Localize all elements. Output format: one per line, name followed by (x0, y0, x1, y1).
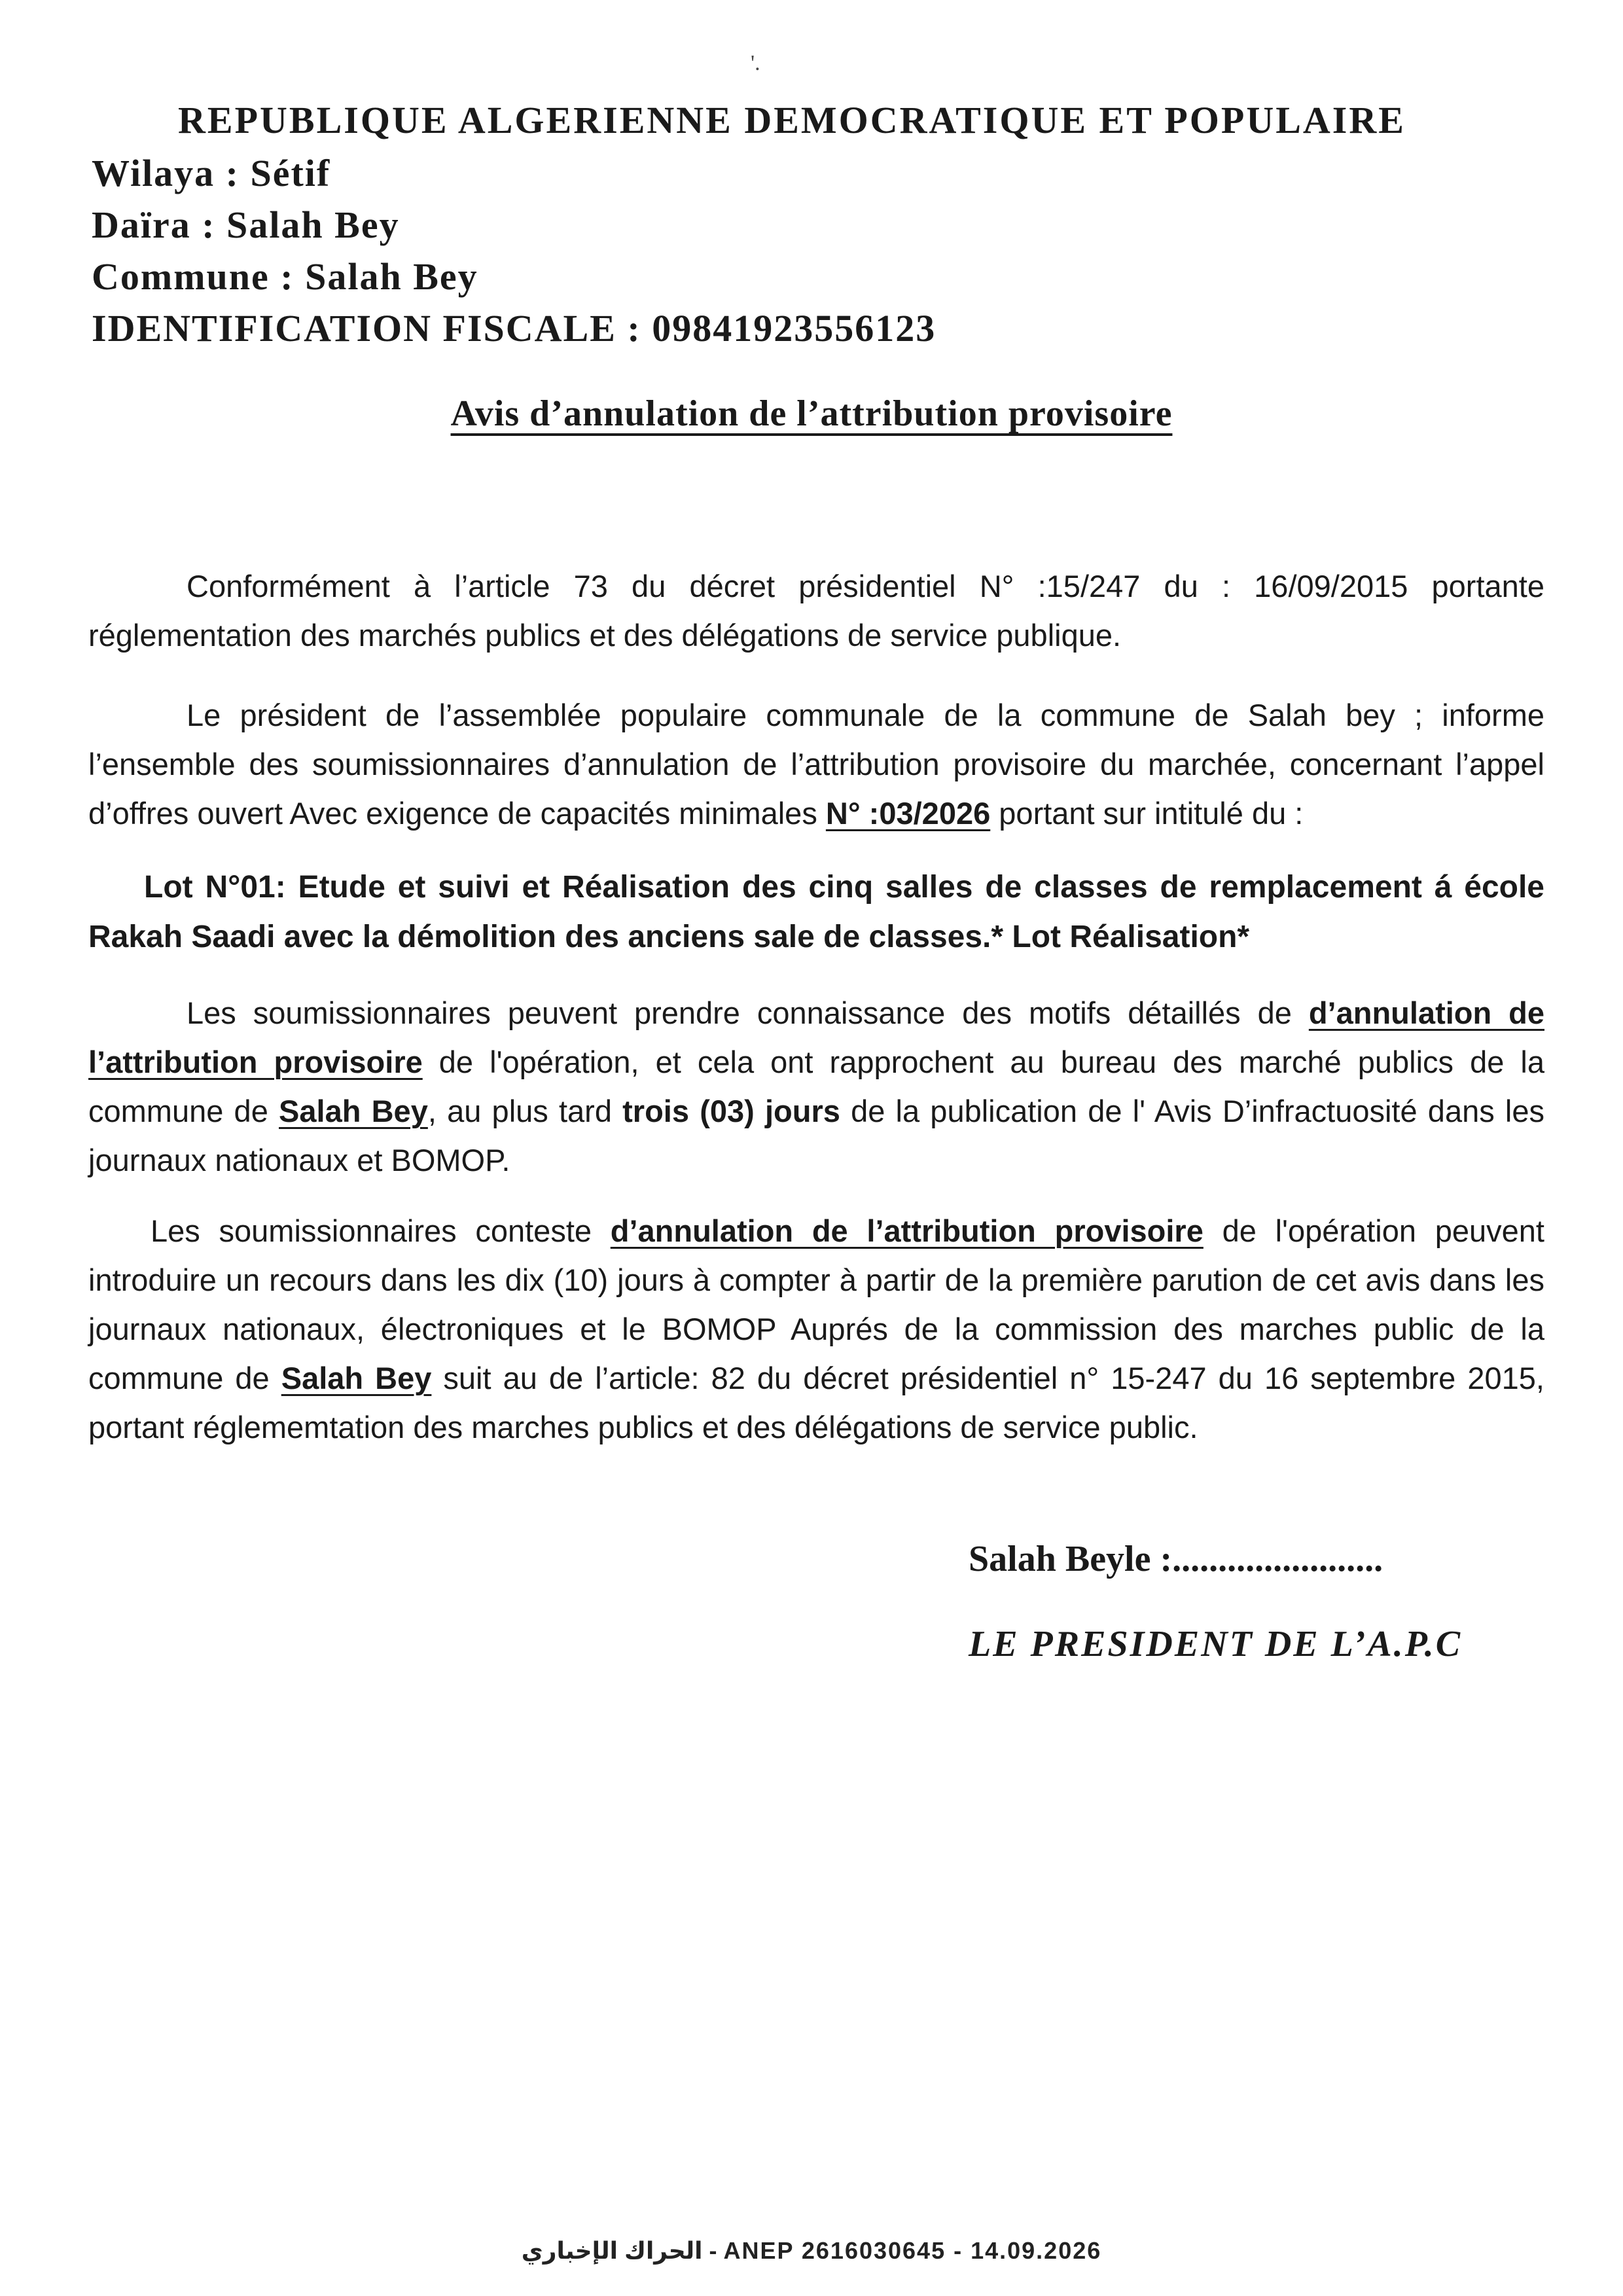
paragraph-legal-basis-text: Conformément à l’article 73 du décret présidentiel N° :15/247 du : 16/09/2015 portante réglementation des marchés publics et des délégations de service publique. (88, 569, 1544, 653)
appeal-text-2: de l'opération peuvent introduire un recours dans les dix (10) jours à compter à partir de la première parution de cet avis dans les journaux nationaux, électroniques et le BOMOP Auprés de la commission des marches public de la commune de (88, 1213, 1544, 1395)
lot-description: Lot N°01: Etude et suivi et Réalisation des cinq salles de classes de remplacement á école Rakah Saadi avec la démolition des anciens sale de classes.* Lot Réalisation* (88, 870, 1544, 954)
consultation-text-2: de l'opération, et cela ont rapprochent au bureau des marché publics de la commune de (88, 1045, 1544, 1128)
fiscal-id-line: IDENTIFICATION FISCALE : 09841923556123 (92, 307, 936, 350)
annulation-phrase: d’annulation de l’attribution provisoire (88, 996, 1544, 1079)
commune-name: Salah Bey (279, 1094, 428, 1128)
appeal-text-1: Les soumissionnaires conteste (151, 1213, 611, 1248)
annulation-phrase: d’annulation de l’attribution provisoire (610, 1213, 1204, 1248)
paragraph-legal-basis (88, 562, 1544, 660)
document-header (92, 98, 1531, 354)
paragraph-announcement (88, 691, 1544, 838)
appeal-text-3: suit au de l’article: 82 du décret présidentiel n° 15-247 du 16 septembre 2015, portant réglememtation des marches publics et des délégations de service public. (88, 1361, 1544, 1444)
consultation-text-3: , au plus tard (427, 1094, 623, 1128)
consultation-text-1: Les soumissionnaires peuvent prendre connaissance des motifs détaillés de (187, 996, 1309, 1030)
commune-name: Salah Bey (281, 1361, 432, 1395)
tender-number: N° :03/2026 (825, 796, 991, 831)
daira-line: Daïra : Salah Bey (92, 204, 400, 246)
paragraph-consultation (88, 988, 1544, 1185)
notice-title-text: Avis d’annulation de l’attribution provisoire (450, 393, 1173, 434)
consultation-text-4: de la publication de l' Avis D’infractuosité dans les journaux nationaux et BOMOP. (88, 1094, 1544, 1177)
announcement-text-1: Le président de l’assemblée populaire communale de la commune de Salah bey ; informe l’ensemble des soumissionnaires d’annulation de l’attribution provisoire du marchée, concernant l’appel d’offres ouvert Avec exigence de capacités minimales (88, 698, 1544, 831)
scan-speck: '. (751, 51, 760, 75)
notice-title (0, 393, 1623, 435)
deadline-days: trois (03) jours (622, 1094, 840, 1128)
signatory-title: LE PRESIDENT DE L’A.P.C (969, 1624, 1463, 1664)
announcement-text-2: portant sur intitulé du : (990, 796, 1304, 831)
commune-line: Commune : Salah Bey (92, 255, 478, 298)
republic-heading: REPUBLIQUE ALGERIENNE DEMOCRATIQUE ET POPULAIRE (178, 99, 1406, 141)
wilaya-line: Wilaya : Sétif (92, 152, 331, 194)
paragraph-lot (88, 863, 1544, 962)
publication-footer: الحراك الإخباري - ANEP 2616030645 - 14.09.2026 (521, 2237, 1102, 2264)
paragraph-appeal (88, 1206, 1544, 1452)
signature-line: Salah Beyle :....................... (969, 1539, 1383, 1579)
